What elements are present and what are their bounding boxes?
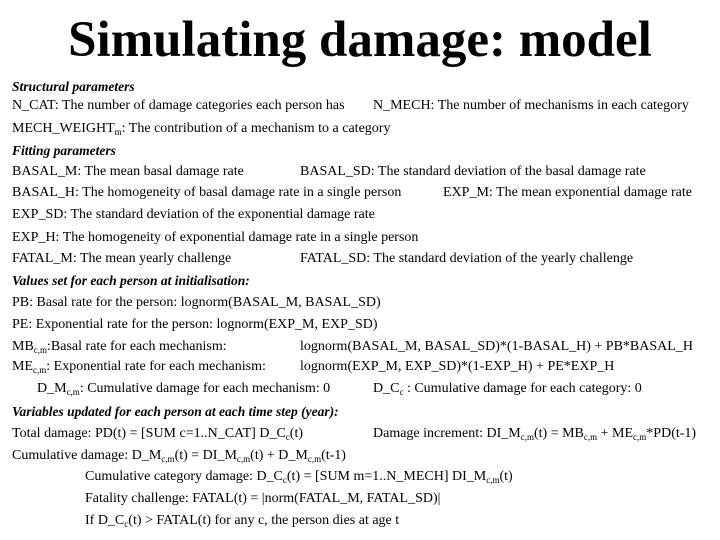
fitting-heading: Fitting parameters [12,143,116,158]
pe-definition: PE: Exponential rate for the person: lognorm(EXP_M, EXP_SD) [12,317,378,332]
basal-h-definition: BASAL_H: The homogeneity of basal damage rate in a single person [12,185,402,200]
exp-m-definition: EXP_M: The mean exponential damage rate [443,185,692,200]
basal-m-definition: BASAL_M: The mean basal damage rate [12,164,244,179]
d-c-initial: $D\_C_c$ : Cumulative damage for each category: 0 [373,381,642,397]
damage-increment-formula: Damage increment: $DI\_M_{c,m}(t) = MB_{c,m} + ME_{c,m}*PD(t-1)$ [373,426,697,442]
init-heading: Values set for each person at initialisation: [12,273,250,288]
exp-sd-definition: EXP_SD: The standard deviation of the exponential damage rate [12,207,375,222]
me-label: $ME_{c,m}$: Exponential rate for each mechanism: [12,359,266,375]
total-damage-formula: Total damage: PD(t) = [SUM c=1..N_CAT] $D\_C_c(t)$ [12,426,303,442]
slide-title: Simulating damage: model [68,12,652,68]
me-formula: lognorm(EXP_M, EXP_SD)*(1-EXP_H) + PE*EXP_H [300,359,615,374]
fatal-sd-definition: FATAL_SD: The standard deviation of the yearly challenge [300,251,634,266]
update-heading: Variables updated for each person at each time step (year): [12,404,339,419]
pb-definition: PB: Basal rate for the person: lognorm(BASAL_M, BASAL_SD) [12,295,381,310]
exp-h-definition: EXP_H: The homogeneity of exponential damage rate in a single person [12,230,419,245]
structural-heading: Structural parameters [12,79,135,94]
d-m-initial: $D\_M_{c,m}$: Cumulative damage for each mechanism: 0 [37,381,331,397]
basal-sd-definition: BASAL_SD: The standard deviation of the basal damage rate [300,164,646,179]
fatal-m-definition: FATAL_M: The mean yearly challenge [12,251,232,266]
n-mech-definition: N_MECH: The number of mechanisms in each category [373,98,689,113]
cumulative-damage-formula: Cumulative damage: $D\_M_{c,m}(t)$ = $DI\_M_{c,m}(t)$ + $D\_M_{c,m}(t-1)$ [12,448,346,464]
death-condition: If $D\_C_c(t)$ > FATAL(t) for any c, the person dies at age t [85,513,400,529]
mb-label: $MB_{c,m}:Basal$ rate for each mechanism: [12,339,227,355]
mb-formula: lognorm(BASAL_M, BASAL_SD)*(1-BASAL_H) + PB*BASAL_H [300,339,693,354]
n-cat-definition: N_CAT: The number of damage categories each person has [12,98,345,113]
fatality-challenge-formula: Fatality challenge: FATAL(t) = |norm(FATAL_M, FATAL_SD)| [85,491,441,506]
mech-weight-definition: $MECH\_WEIGHT_m$: The contribution of a mechanism to a category [12,121,391,137]
category-damage-formula: Cumulative category damage: $D\_C_c(t) = [SUM$ m=1..N_MECH] $DI\_M_{c,m}(t)$ [85,469,513,485]
